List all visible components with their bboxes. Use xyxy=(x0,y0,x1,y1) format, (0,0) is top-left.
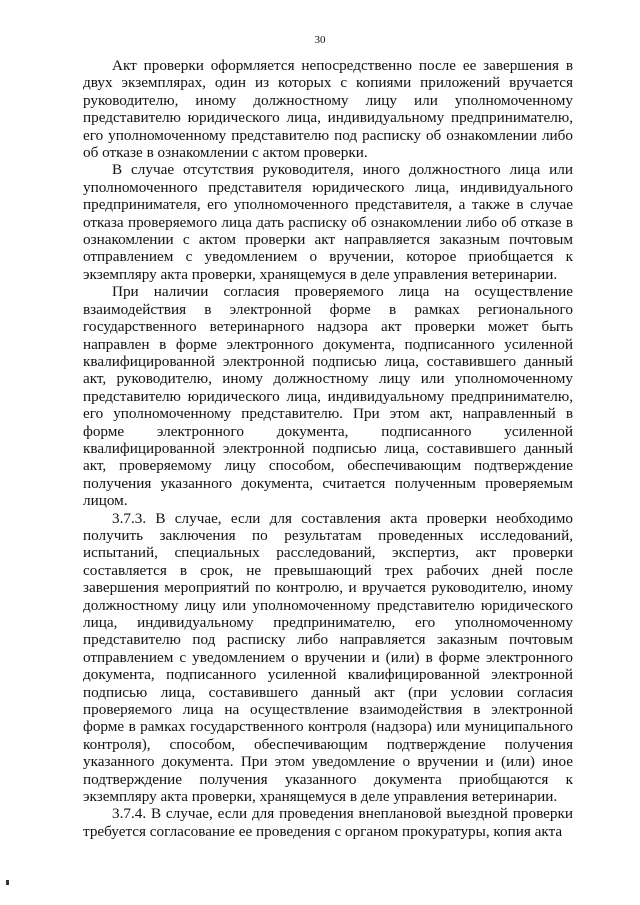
paragraph-3-7-4: 3.7.4. В случае, если для проведения внеплановой выездной проверки требуется согласование ее проведения с органом прокуратуры, копия акта xyxy=(83,805,573,840)
paragraph-electronic-form: При наличии согласия проверяемого лица на осуществление взаимодействия в электронной форме в рамках регионального государственного ветеринарного надзора акт проверки может быть направлен в форме электронного документа, подписанного усиленной квалифицированной электронной подписью лица, составившего данный акт, руководителю, иному должностному лицу или уполномоченному представителю юридического лица, индивидуальному предпринимателю, его уполномоченному представителю. При этом акт, направленный в форме электронного документа, подписанного усиленной квалифицированной электронной подписью лица, составившего данный акт, проверяемому лицу способом, обеспечивающим подтверждение получения указанного документа, считается полученным проверяемым лицом. xyxy=(83,283,573,510)
paragraph-3-7-3: 3.7.3. В случае, если для составления акта проверки необходимо получить заключения по результатам проведенных исследований, испытаний, специальных расследований, экспертиз, акт проверки составляется в срок, не превышающий трех рабочих дней после завершения мероприятий по контролю, и вручается руководителю, иному должностному лицу или уполномоченному представителю юридического лица, индивидуальному предпринимателю, его уполномоченному представителю под расписку либо направляется заказным почтовым отправлением с уведомлением о вручении и (или) в форме электронного документа, подписанного усиленной квалифицированной электронной подписью лица, составившего данный акт (при условии согласия проверяемого лица на осуществление взаимодействия в электронной форме в рамках государственного контроля (надзора) или муниципального контроля), способом, обеспечивающим подтверждение получения указанного документа. При этом уведомление о вручении и (или) иное подтверждение получения указанного документа приобщаются к экземпляру акта проверки, хранящемуся в деле управления ветеринарии. xyxy=(83,509,573,806)
document-body xyxy=(83,57,573,840)
scan-edge-mark xyxy=(6,880,9,885)
page-number: 30 xyxy=(314,34,326,46)
paragraph-absence-of-head: В случае отсутствия руководителя, иного должностного лица или уполномоченного представителя юридического лица, индивидуального предпринимателя, его уполномоченного представителя, а также в случае отказа проверяемого лица дать расписку об ознакомлении либо об отказе в ознакомлении с актом проверки акт направляется заказным почтовым отправлением с уведомлением о вручении, которое приобщается к экземпляру акта проверки, хранящемуся в деле управления ветеринарии. xyxy=(83,161,573,283)
paragraph-act-execution: Акт проверки оформляется непосредственно после ее завершения в двух экземплярах, один из которых с копиями приложений вручается руководителю, иному должностному лицу или уполномоченному представителю юридического лица, индивидуальному предпринимателю, его уполномоченному представителю под расписку об ознакомлении либо об отказе в ознакомлении с актом проверки. xyxy=(83,57,573,162)
